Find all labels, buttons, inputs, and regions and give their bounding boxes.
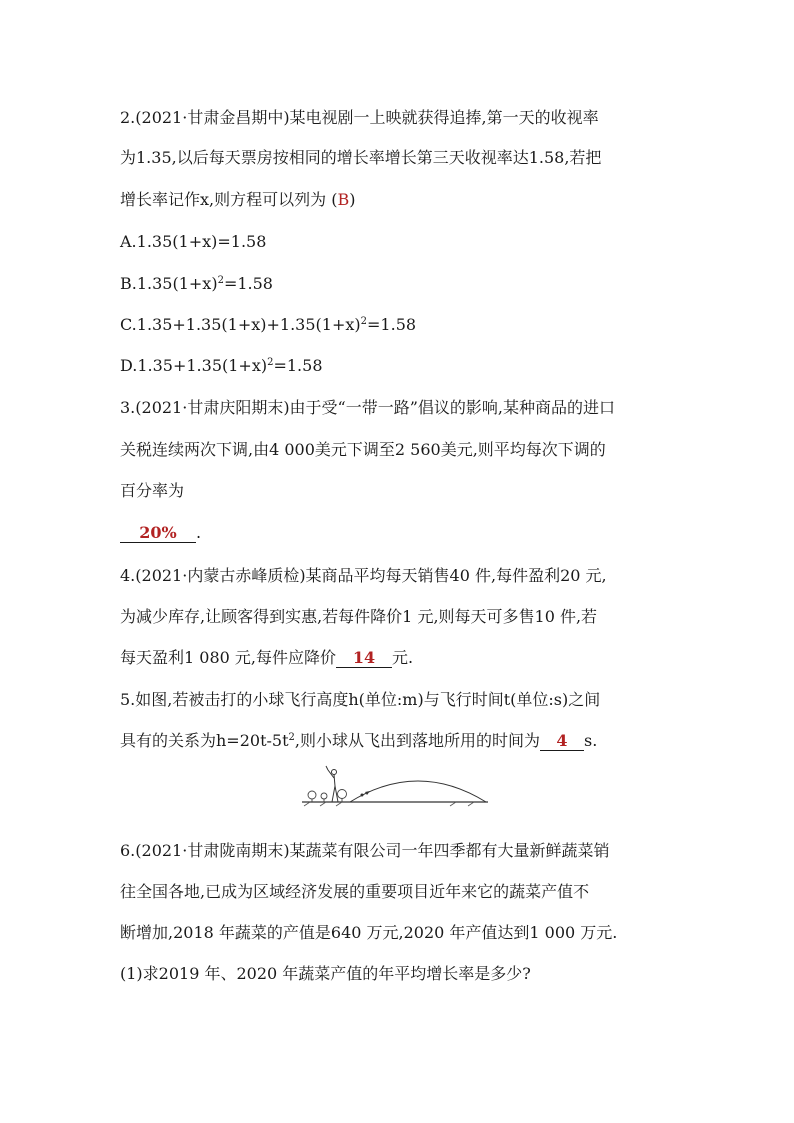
ball-trajectory xyxy=(350,781,486,802)
q2-option-d-post: =1.58 xyxy=(273,356,323,375)
q3-answer-blank: 20% xyxy=(120,524,196,543)
q6-line-3: 断增加,2018 年蔬菜的产值是640 万元,2020 年产值达到1 000 万元. xyxy=(120,923,618,942)
q2-answer: B xyxy=(337,190,350,209)
q4-answer-blank: 14 xyxy=(336,649,392,668)
q6-sub-question-1: (1)求2019 年、2020 年蔬菜产值的年平均增长率是多少? xyxy=(120,964,531,983)
q2-option-b-pre: B.1.35(1+x) xyxy=(120,274,218,293)
q4-line-2: 为减少库存,让顾客得到实惠,若每件降价1 元,则每天可多售10 件,若 xyxy=(120,607,598,626)
q4-line-1: 4.(2021·内蒙古赤峰质检)某商品平均每天销售40 件,每件盈利20 元, xyxy=(120,566,607,585)
q2-option-d-pre: D.1.35+1.35(1+x) xyxy=(120,356,268,375)
q5-line-2-mid: ,则小球从飞出到落地所用的时间为 xyxy=(294,731,540,750)
q4-line-3 xyxy=(120,648,413,668)
q2-line-2: 为1.35,以后每天票房按相同的增长率增长第三天收视率达1.58,若把 xyxy=(120,148,602,167)
tree-icon xyxy=(308,791,316,802)
q2-option-c xyxy=(120,315,416,335)
q3-line-2: 关税连续两次下调,由4 000美元下调至2 560美元,则平均每次下调的 xyxy=(120,440,606,459)
q2-option-d-sup: 2 xyxy=(267,357,274,368)
q2-line-3-text: 增长率记作x,则方程可以列为 ( xyxy=(120,190,338,209)
golfer-icon xyxy=(326,766,338,802)
q2-option-c-post: =1.58 xyxy=(367,315,417,334)
q3-answer-end: . xyxy=(196,523,202,542)
q2-option-d xyxy=(120,356,323,376)
q5-line-1: 5.如图,若被击打的小球飞行高度h(单位:m)与飞行时间t(单位:s)之间 xyxy=(120,690,601,709)
q2-line-3 xyxy=(120,190,355,210)
arrow-icon xyxy=(365,791,370,795)
q2-option-b-sup: 2 xyxy=(217,275,224,286)
q6-line-2: 往全国各地,已成为区域经济发展的重要项目近年来它的蔬菜产值不 xyxy=(120,882,590,901)
q5-line-2 xyxy=(120,731,597,751)
q3-answer-line xyxy=(120,523,201,543)
q3-line-3: 百分率为 xyxy=(120,481,185,500)
ball-icon xyxy=(361,794,364,797)
q4-line-3-post: 元. xyxy=(391,648,414,667)
q2-option-c-sup: 2 xyxy=(360,316,368,327)
tree-icon xyxy=(321,793,327,802)
q5-line-2-pre: 具有的关系为h=20t-5t xyxy=(120,731,289,750)
q4-line-3-pre: 每天盈利1 080 元,每件应降价 xyxy=(120,648,336,667)
golf-trajectory-figure xyxy=(300,764,490,808)
q3-line-1: 3.(2021·甘肃庆阳期末)由于受“一带一路”倡议的影响,某种商品的进口 xyxy=(120,398,616,417)
q2-line-3-close: ) xyxy=(349,190,356,209)
q2-option-b xyxy=(120,274,273,294)
tree-icon xyxy=(338,790,347,803)
q5-line-2-post: s. xyxy=(584,731,598,750)
q5-answer-blank: 4 xyxy=(540,732,584,751)
q2-option-c-pre: C.1.35+1.35(1+x)+1.35(1+x) xyxy=(120,315,361,334)
q5-line-2-sup: 2 xyxy=(288,732,295,743)
q2-line-1: 2.(2021·甘肃金昌期中)某电视剧一上映就获得追捧,第一天的收视率 xyxy=(120,108,599,127)
q2-option-a: A.1.35(1+x)=1.58 xyxy=(120,232,267,251)
q2-option-b-post: =1.58 xyxy=(223,274,273,293)
q6-line-1: 6.(2021·甘肃陇南期末)某蔬菜有限公司一年四季都有大量新鲜蔬菜销 xyxy=(120,841,610,860)
